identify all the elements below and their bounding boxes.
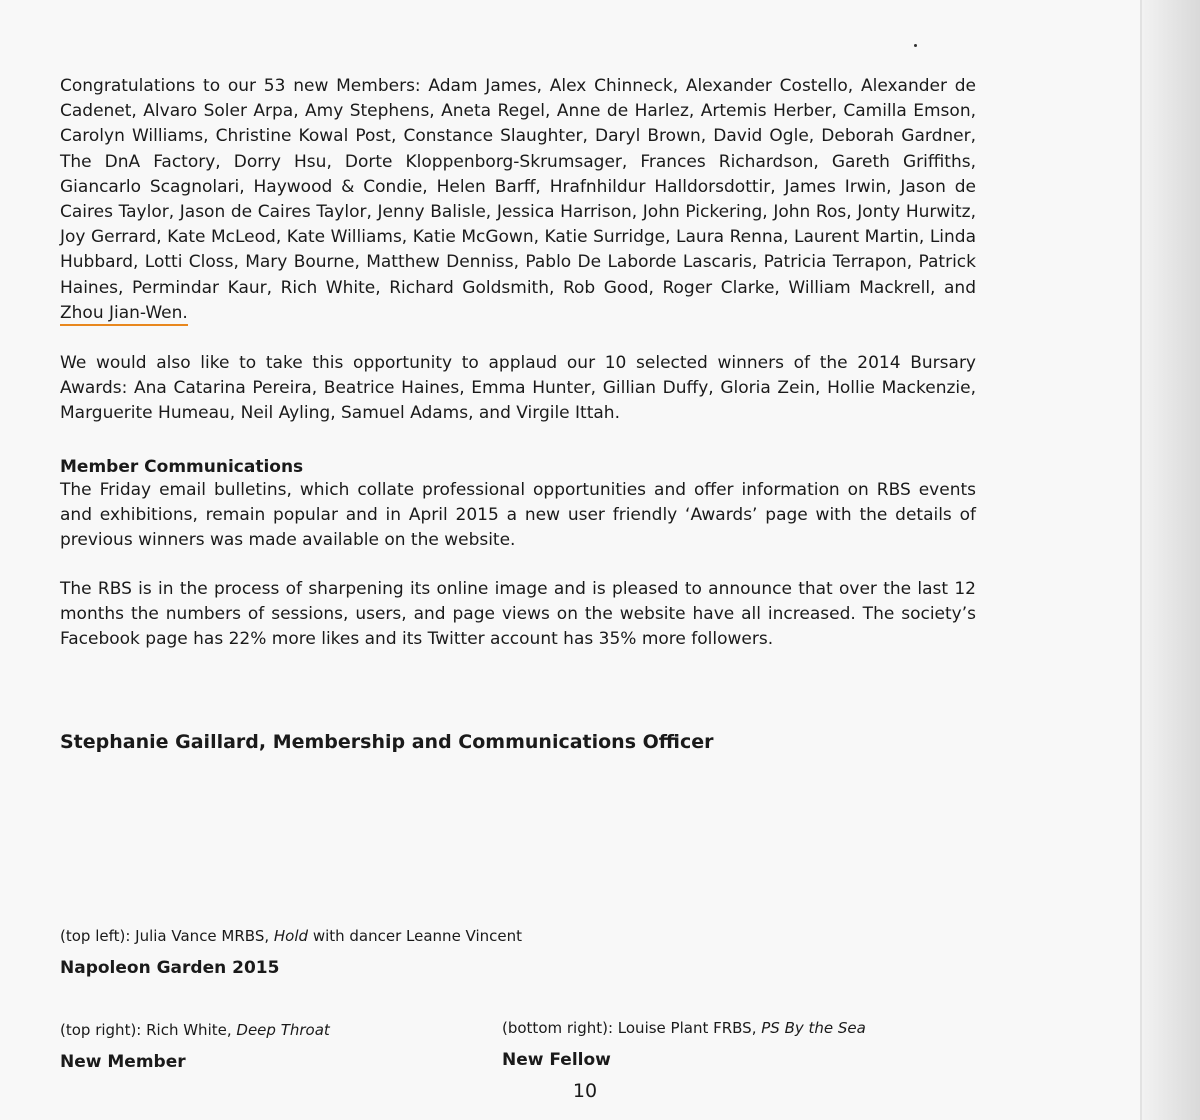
caption-bottom-right-title: New Fellow — [502, 1050, 611, 1070]
communications-paragraph-1: The Friday email bulletins, which collate professional opportunities and offer information on RBS events and exhibitions, remain popular and in April 2015 a new user friendly ‘Awards’ page with the details of previous winners was made available on the website. — [60, 480, 976, 551]
caption-top-right-work: Deep Throat — [236, 1021, 330, 1039]
caption-top-left-credit: (top left): Julia Vance MRBS, — [60, 927, 274, 945]
caption-top-left-title: Napoleon Garden 2015 — [60, 958, 280, 978]
bursary-paragraph: We would also like to take this opportunity to applaud our 10 selected winners of the 2014 Bursary Awards: Ana Catarina Pereira, Beatrice Haines, Emma Hunter, Gillian Duffy, Gloria Zein, Hollie Mackenzie, Marguerite Humeau, Neil Ayling, Samuel Adams, and Virgile Ittah. — [60, 353, 976, 424]
caption-top-right — [60, 1020, 330, 1040]
scan-speck — [914, 44, 917, 47]
caption-bottom-right-credit: (bottom right): Louise Plant FRBS, — [502, 1019, 762, 1037]
caption-bottom-right — [502, 1018, 866, 1038]
caption-top-left — [60, 926, 522, 946]
page-fold-line — [1140, 0, 1142, 1120]
caption-top-right-title: New Member — [60, 1052, 186, 1072]
new-members-paragraph — [60, 74, 976, 326]
page-number: 10 — [572, 1080, 598, 1102]
communications-paragraph-2: The RBS is in the process of sharpening its online image and is pleased to announce that over the last 12 months the numbers of sessions, users, and page views on the website have all increased. The society’s Facebook page has 22% more likes and its Twitter account has 35% more followers. — [60, 579, 976, 650]
new-members-text: Congratulations to our 53 new Members: Adam James, Alex Chinneck, Alexander Costello, Alexander de Cadenet, Alvaro Soler Arpa, Amy Stephens, Aneta Regel, Anne de Harlez, Artemis Herber, Camilla Emson, Carolyn Williams, Christine Kowal Post, Constance Slaughter, Daryl Brown, David Ogle, Deborah Gardner, The DnA Factory, Dorry Hsu, Dorte Kloppenborg-Skrumsager, Frances Richardson, Gareth Griffiths, Giancarlo Scagnolari, Haywood & Condie, Helen Barff, Hrafnhildur Halldorsdottir, James Irwin, Jason de Caires Taylor, Jason de Caires Taylor, Jenny Balisle, Jessica Harrison, John Pickering, John Ros, Jonty Hurwitz, Joy Gerrard, Kate McLeod, Kate Williams, Katie McGown, Katie Surridge, Laura Renna, Laurent Martin, Linda Hubbard, Lotti Closs, Mary Bourne, Matthew Denniss, Pablo De Laborde Lascaris, Patricia Terrapon, Patrick Haines, Permindar Kaur, Rich White, Richard Goldsmith, Rob Good, Roger Clarke, William Mackrell, and — [60, 76, 976, 298]
signature: Stephanie Gaillard, Membership and Communications Officer — [60, 731, 714, 753]
caption-bottom-right-work: PS By the Sea — [761, 1019, 866, 1037]
page-edge-shadow — [1140, 0, 1200, 1120]
caption-top-left-work: Hold — [273, 927, 309, 945]
caption-top-right-credit: (top right): Rich White, — [60, 1021, 237, 1039]
member-communications-heading: Member Communications — [60, 457, 304, 477]
caption-top-left-suffix: with dancer Leanne Vincent — [308, 927, 523, 945]
highlighted-member-name: Zhou Jian-Wen. — [60, 303, 188, 326]
